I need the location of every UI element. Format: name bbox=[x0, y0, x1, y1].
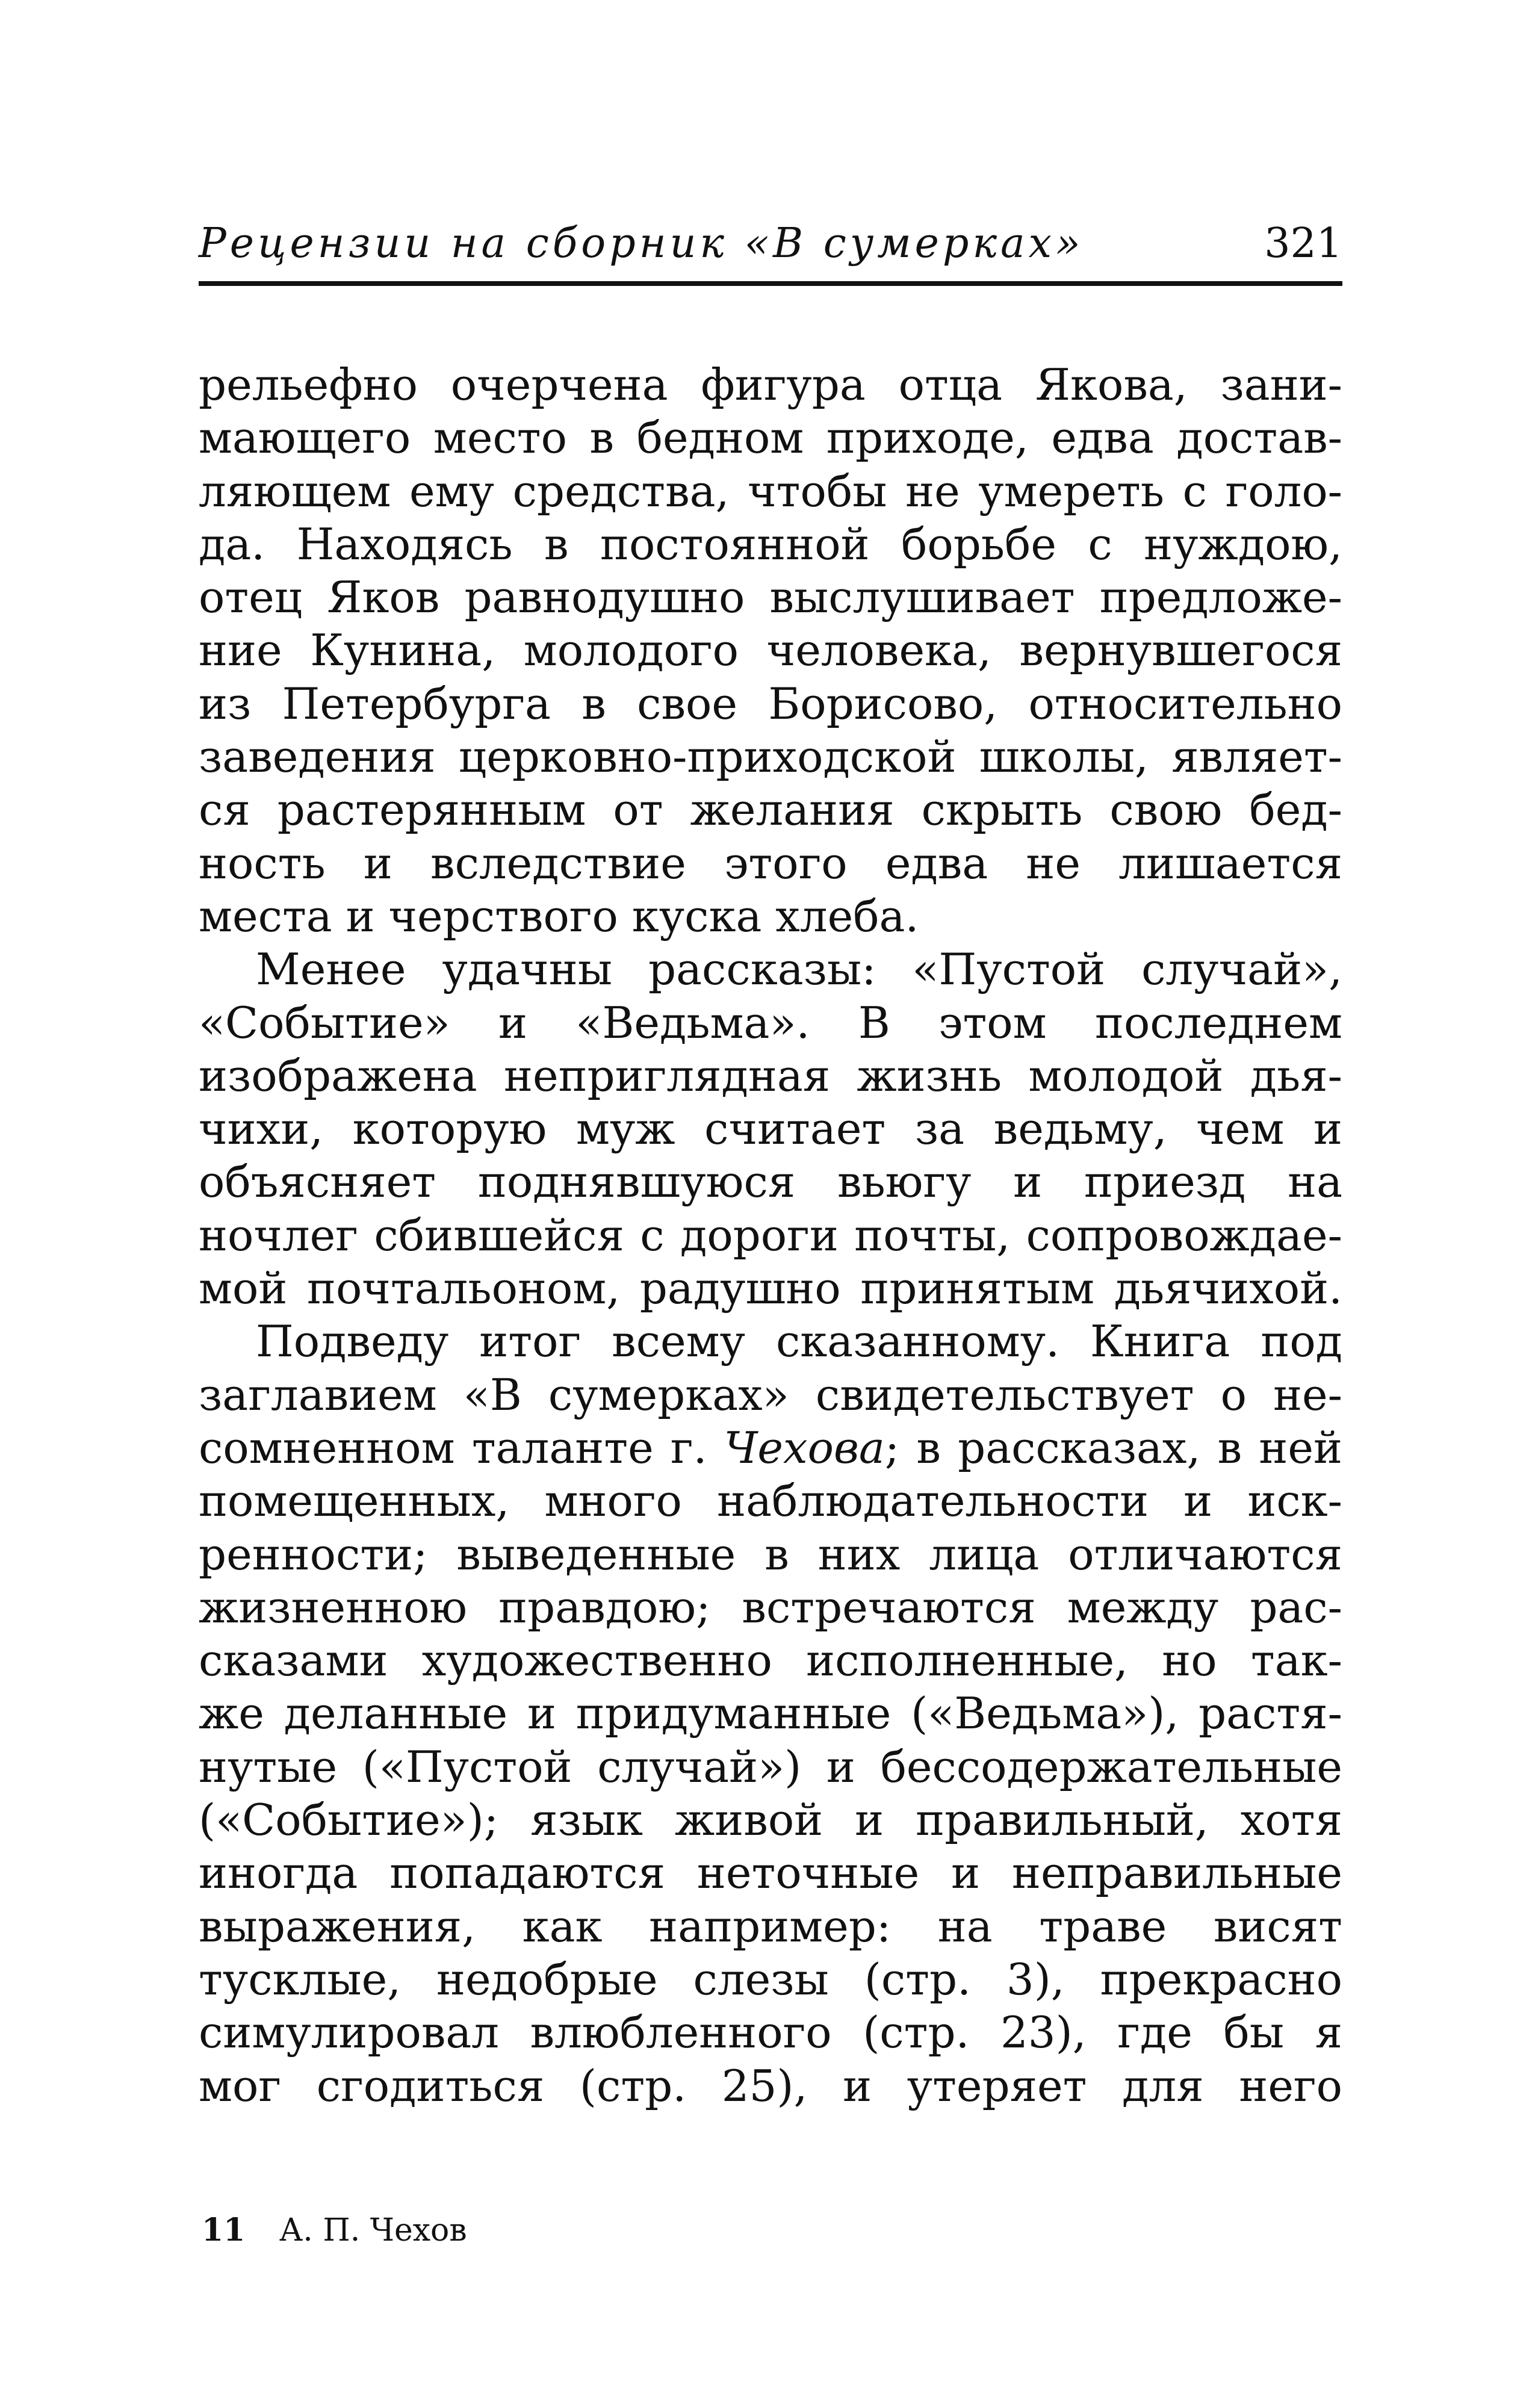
text-line: заведения церковно-приходской школы, являет- bbox=[199, 731, 1342, 783]
paragraph-start-line: Подведу итог всему сказанному. Книга под bbox=[256, 1316, 1342, 1367]
text-line: рельефно очерчена фигура отца Якова, зани- bbox=[199, 359, 1342, 410]
text-line: ренности; выведенные в них лица отличаются bbox=[199, 1528, 1342, 1580]
running-header bbox=[0, 214, 1342, 280]
paragraph-end-line: места и черствого куска хлеба. bbox=[199, 890, 919, 942]
text-line: симулировал влюбленного (стр. 23), где бы я bbox=[199, 2007, 1342, 2058]
text-line: да. Находясь в постоянной борьбе с нуждою, bbox=[199, 518, 1342, 569]
text-line: же деланные и придуманные («Ведьма»), растя- bbox=[199, 1688, 1342, 1739]
signature-text: А. П. Чехов bbox=[279, 2212, 467, 2248]
text-line: иногда попадаются неточные и неправильные bbox=[199, 1848, 1342, 1899]
signature-number: 11 bbox=[202, 2212, 246, 2248]
paragraph-end-line: мой почтальоном, радушно принятым дьячихой. bbox=[199, 1263, 1342, 1314]
text-line: ние Кунина, молодого человека, вернувшегося bbox=[199, 625, 1342, 676]
text-line: ность и вследствие этого едва не лишается bbox=[199, 837, 1342, 889]
text-line: мающего место в бедном приходе, едва достав- bbox=[199, 412, 1342, 464]
text-line: заглавием «В сумерках» свидетельствует о не- bbox=[199, 1369, 1342, 1420]
body-text bbox=[199, 358, 1342, 2112]
text-line: мог сгодиться (стр. 25), и утеряет для него bbox=[199, 2060, 1342, 2111]
text-line-with-author-name bbox=[199, 1421, 1342, 1474]
text-line: («Событие»); язык живой и правильный, хотя bbox=[199, 1795, 1342, 1846]
author-name-italic: Чехова bbox=[724, 1422, 885, 1473]
text-line: ночлег сбившейся с дороги почты, сопровождае- bbox=[199, 1209, 1342, 1261]
text-line: ся растерянным от желания скрыть свою бед- bbox=[199, 784, 1342, 836]
text-line: жизненною правдою; встречаются между рас- bbox=[199, 1581, 1342, 1633]
text-line: помещенных, много наблюдательности и иск- bbox=[199, 1476, 1342, 1527]
text-line: выражения, как например: на траве висят bbox=[199, 1901, 1342, 1952]
line-head: сомненном таланте г. bbox=[199, 1422, 724, 1473]
running-header-title: Рецензии на сборник «В сумерках» bbox=[199, 220, 1084, 267]
text-line: сказами художественно исполненные, но так- bbox=[199, 1635, 1342, 1686]
text-line: «Событие» и «Ведьма». В этом последнем bbox=[199, 997, 1342, 1048]
text-line: ляющем ему средства, чтобы не умереть с голо- bbox=[199, 465, 1342, 517]
text-line: отец Яков равнодушно выслушивает предложе- bbox=[199, 572, 1342, 623]
paragraph-start-line: Менее удачны рассказы: «Пустой случай», bbox=[256, 944, 1342, 995]
text-line: из Петербурга в свое Борисово, относительно bbox=[199, 678, 1342, 729]
text-line: чихи, которую муж считает за ведьму, чем и bbox=[199, 1103, 1342, 1155]
page-number: 321 bbox=[1264, 220, 1342, 267]
text-line: нутые («Пустой случай») и бессодержательные bbox=[199, 1741, 1342, 1792]
text-line: объясняет поднявшуюся вьюгу и приезд на bbox=[199, 1156, 1342, 1208]
header-rule bbox=[199, 281, 1342, 286]
text-line: изображена неприглядная жизнь молодой дья- bbox=[199, 1050, 1342, 1101]
line-tail: ; в рассказах, в ней bbox=[884, 1422, 1342, 1473]
signature-footer bbox=[202, 2206, 467, 2254]
text-line: тусклые, недобрые слезы (стр. 3), прекрасно bbox=[199, 1953, 1342, 2005]
